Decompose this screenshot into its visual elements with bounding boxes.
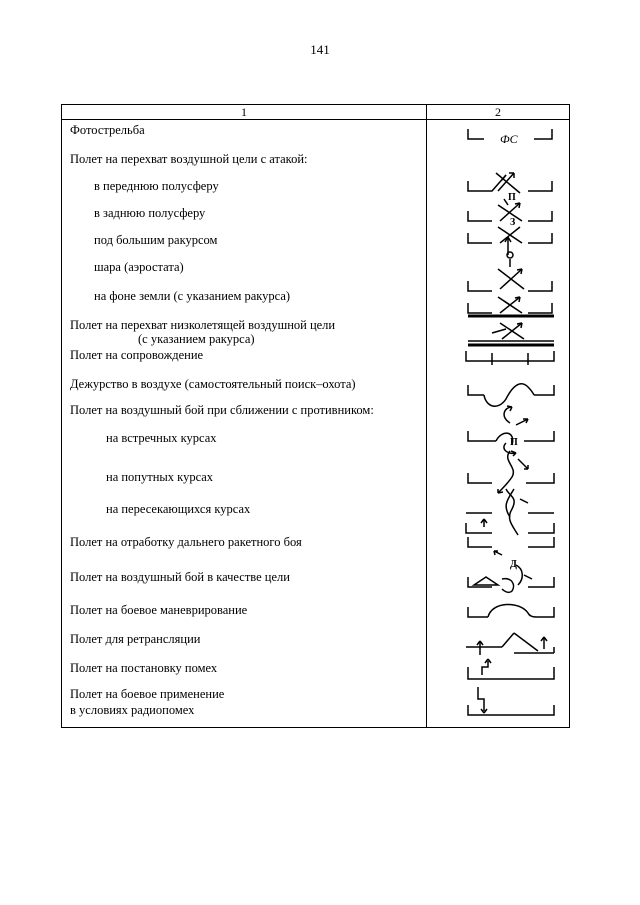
svg-text:З: З bbox=[510, 217, 516, 228]
column-divider bbox=[426, 105, 427, 727]
symbols-table bbox=[61, 104, 570, 728]
column-header-2: 2 bbox=[495, 105, 501, 119]
header-divider bbox=[62, 119, 569, 120]
row-text-low-flying-intercept: Полет на перехват низколетящей воздушной цели bbox=[70, 318, 336, 332]
svg-text:ФС: ФС bbox=[500, 132, 518, 146]
row-text-combat-use: Полет на боевое применение bbox=[70, 687, 225, 701]
symbol-jamming bbox=[462, 653, 562, 683]
row-text-rear-hemisphere: в заднюю полусферу bbox=[94, 206, 206, 220]
row-text-large-angle: под большим ракурсом bbox=[94, 233, 218, 247]
row-text-jamming: Полет на постановку помех bbox=[70, 661, 218, 675]
row-text-photo-shooting: Фотострельба bbox=[70, 123, 145, 137]
svg-text:П: П bbox=[508, 192, 516, 203]
row-text-balloon: шара (аэростата) bbox=[94, 260, 184, 274]
symbol-escort bbox=[462, 349, 562, 367]
symbol-target-role bbox=[462, 561, 562, 595]
row-text-intercept-attack: Полет на перехват воздушной цели с атакой: bbox=[70, 152, 308, 166]
row-text-escort: Полет на сопровождение bbox=[70, 348, 204, 362]
row-text-front-hemisphere: в переднюю полусферу bbox=[94, 179, 219, 193]
row-text-low-flying-intercept-note: (с указанием ракурса) bbox=[138, 332, 255, 346]
row-text-pursuit-courses: на попутных курсах bbox=[106, 470, 214, 484]
symbol-combat-use-jamming bbox=[462, 685, 562, 719]
row-text-target-role: Полет на воздушный бой в качестве цели bbox=[70, 570, 290, 584]
symbol-low-flying-intercept bbox=[462, 319, 562, 347]
row-text-head-on-courses: на встречных курсах bbox=[106, 431, 217, 445]
column-header-1: 1 bbox=[241, 105, 247, 119]
symbol-combat-maneuvering bbox=[462, 599, 562, 625]
symbol-balloon bbox=[462, 251, 562, 295]
svg-text:П: П bbox=[510, 437, 518, 448]
symbol-photo-shooting bbox=[462, 125, 562, 145]
svg-text:Д: Д bbox=[510, 559, 517, 570]
row-text-long-range-missile: Полет на отработку дальнего ракетного боя bbox=[70, 535, 302, 549]
page-number: 141 bbox=[310, 42, 330, 57]
row-text-combat-maneuvering: Полет на боевое маневрирование bbox=[70, 603, 248, 617]
symbol-crossing-courses bbox=[462, 489, 562, 539]
row-text-crossing-courses: на пересекающихся курсах bbox=[106, 502, 251, 516]
row-text-ground-background: на фоне земли (с указанием ракурса) bbox=[94, 289, 291, 303]
row-text-air-combat: Полет на воздушный бой при сближении с противником: bbox=[70, 403, 374, 417]
row-text-combat-use-note: в условиях радиопомех bbox=[70, 703, 195, 717]
row-text-air-patrol: Дежурство в воздухе (самостоятельный поиск–охота) bbox=[70, 377, 356, 391]
symbol-ground-background bbox=[462, 291, 562, 321]
row-text-relay: Полет для ретрансляции bbox=[70, 632, 201, 646]
